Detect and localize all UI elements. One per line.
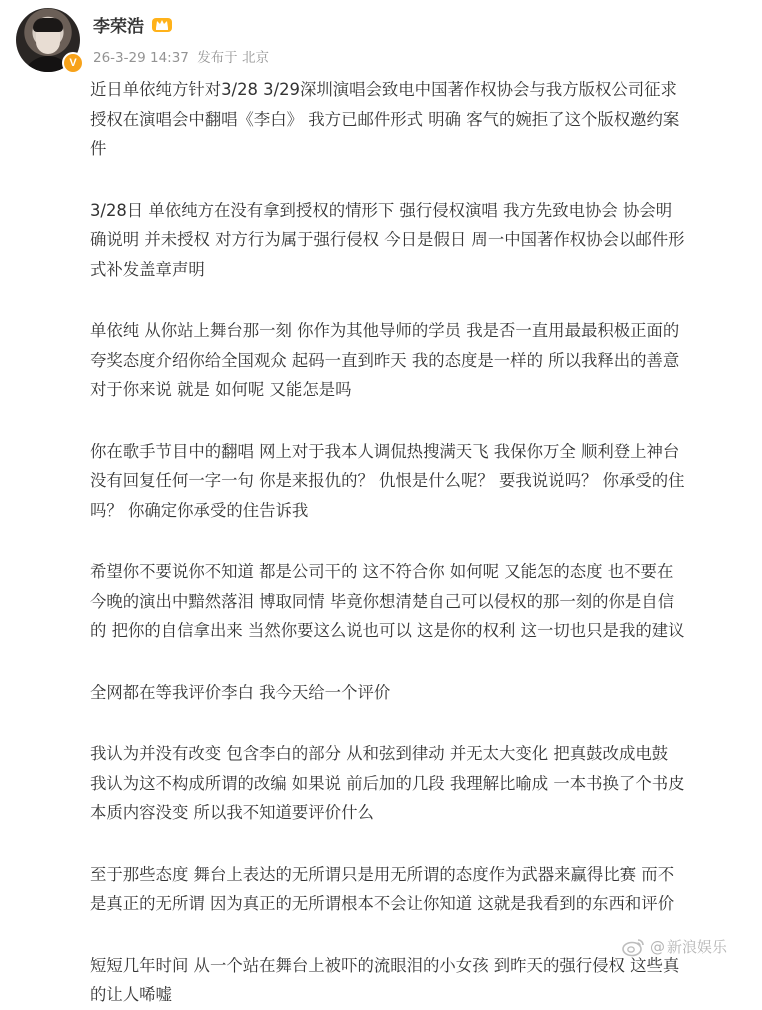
paragraph-line: 3/28日 单依纯方在没有拿到授权的情形下 强行侵权演唱 我方先致电协会 协会明 <box>90 200 673 220</box>
paragraph-gap <box>90 646 750 678</box>
paragraph-gap <box>90 164 750 196</box>
watermark <box>622 936 727 957</box>
post-paragraph <box>90 437 750 526</box>
post-paragraph <box>90 196 750 285</box>
post-source: 发布于 北京 <box>197 50 269 66</box>
paragraph-line: 确说明 并未授权 对方行为属于强行侵权 今日是假日 周一中国著作权协会以邮件形 <box>90 230 685 249</box>
paragraph-line: 是真正的无所谓 因为真正的无所谓根本不会让你知道 这就是我看到的东西和评价 <box>90 894 675 913</box>
watermark-text: 新浪娱乐 <box>667 938 728 956</box>
paragraph-line: 至于那些态度 舞台上表达的无所谓只是用无所谓的态度作为武器来赢得比赛 而不 <box>90 864 675 884</box>
paragraph-line: 你在歌手节目中的翻唱 网上对于我本人调侃热搜满天飞 我保你万全 顺利登上神台 <box>90 441 680 461</box>
watermark-at: @ <box>650 937 665 956</box>
post-timestamp: 26-3-29 14:37 <box>93 50 189 66</box>
paragraph-gap <box>90 405 750 437</box>
paragraph-line: 短短几年时间 从一个站在舞台上被吓的流眼泪的小女孩 到昨天的强行侵权 这些真 <box>90 955 680 975</box>
paragraph-line: 授权在演唱会中翻唱《李白》 我方已邮件形式 明确 客气的婉拒了这个版权邀约案 <box>90 109 680 129</box>
paragraph-line: 希望你不要说你不知道 都是公司干的 这不符合你 如何呢 又能怎的态度 也不要在 <box>90 562 674 581</box>
paragraph-gap <box>90 525 750 557</box>
post-paragraph <box>90 951 750 1010</box>
post-body <box>90 75 750 1010</box>
verified-badge-icon: V <box>62 52 84 74</box>
paragraph-line: 件 <box>90 139 107 158</box>
post-paragraph <box>90 860 750 919</box>
paragraph-gap <box>90 707 750 739</box>
post-paragraph <box>90 557 750 646</box>
paragraph-line: 单依纯 从你站上舞台那一刻 你作为其他导师的学员 我是否一直用最最积极正面的 <box>90 321 680 340</box>
member-crown-icon[interactable] <box>151 15 173 33</box>
paragraph-line: 的 把你的自信拿出来 当然你要这么说也可以 这是你的权利 这一切也只是我的建议 <box>90 621 685 640</box>
post-meta <box>93 46 273 66</box>
paragraph-line: 本质内容没变 所以我不知道要评价什么 <box>90 803 374 822</box>
post-paragraph <box>90 678 750 708</box>
paragraph-line: 今晚的演出中黯然落泪 博取同情 毕竟你想清楚自己可以侵权的那一刻的你是自信 <box>90 591 675 611</box>
paragraph-line: 对于你来说 就是 如何呢 又能怎是吗 <box>90 380 352 399</box>
post-paragraph <box>90 316 750 405</box>
post-header <box>0 0 762 80</box>
paragraph-gap <box>90 284 750 316</box>
paragraph-line: 我认为并没有改变 包含李白的部分 从和弦到律动 并无太大变化 把真鼓改成电鼓 <box>90 744 669 763</box>
paragraph-line: 没有回复任何一字一句 你是来报仇的？ 仇恨是什么呢？ 要我说说吗？ 你承受的住 <box>90 471 685 490</box>
paragraph-line: 夸奖态度介绍你给全国观众 起码一直到昨天 我的态度是一样的 所以我释出的善意 <box>90 350 680 370</box>
avatar-hair <box>33 18 63 32</box>
paragraph-line: 全网都在等我评价李白 我今天给一个评价 <box>90 682 391 702</box>
paragraph-line: 近日单依纯方针对3/28 3/29深圳演唱会致电中国著作权协会与我方版权公司征求 <box>90 80 677 99</box>
paragraph-gap <box>90 828 750 860</box>
post-paragraph <box>90 75 750 164</box>
author-name[interactable]: 李荣浩 <box>93 17 144 37</box>
paragraph-line: 吗？ 你确定你承受的住告诉我 <box>90 500 309 520</box>
paragraph-line: 式补发盖章声明 <box>90 259 205 279</box>
paragraph-line: 我认为这不构成所谓的改编 如果说 前后加的几段 我理解比喻成 一本书换了个书皮 <box>90 773 685 793</box>
weibo-logo-icon <box>622 937 646 957</box>
post-paragraph <box>90 739 750 828</box>
paragraph-line: 的让人唏嘘 <box>90 985 172 1004</box>
